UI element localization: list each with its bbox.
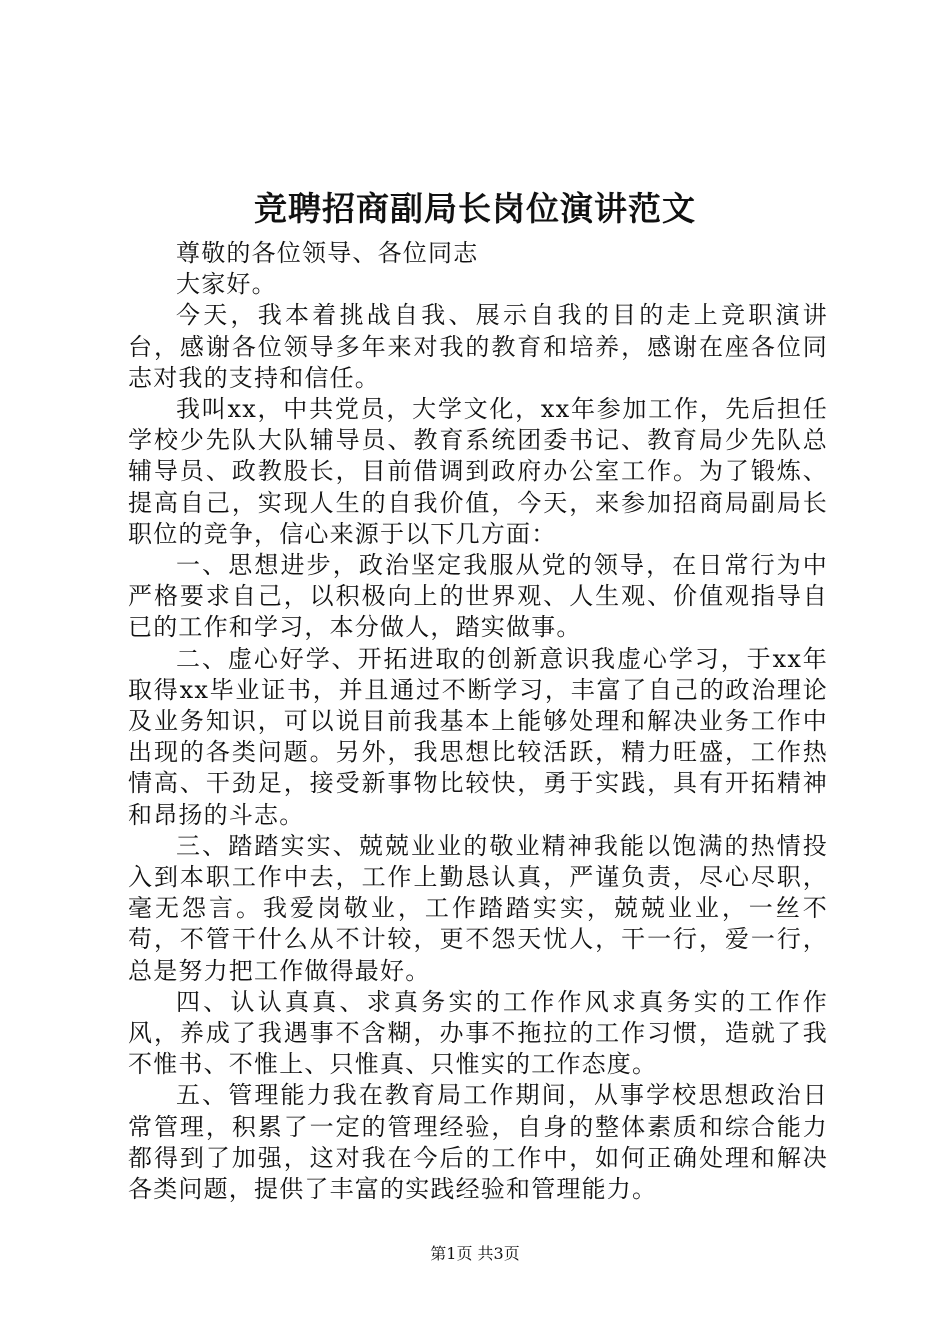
paragraph-point-4: 四、认认真真、求真务实的工作作风求真务实的工作作风，养成了我遇事不含糊，办事不拖拉的工作习惯，造就了我不惟书、不惟上、只惟真、只惟实的工作态度。 <box>128 987 828 1079</box>
paragraph-point-5: 五、管理能力我在教育局工作期间，从事学校思想政治日常管理，积累了一定的管理经验，自身的整体素质和综合能力都得到了加强，这对我在今后的工作中，如何正确处理和解决各类问题，提供了丰富的实践经验和管理能力。 <box>128 1081 828 1204</box>
page-number-footer: 第1页 共3页 <box>430 1244 520 1263</box>
paragraph-intro: 今天，我本着挑战自我、展示自我的目的走上竞职演讲台，感谢各位领导多年来对我的教育和培养，感谢在座各位同志对我的支持和信任。 <box>128 301 828 392</box>
paragraph-point-1: 一、思想进步，政治坚定我服从党的领导，在日常行为中严格要求自己，以积极向上的世界观、人生观、价值观指导自已的工作和学习，本分做人，踏实做事。 <box>128 551 828 642</box>
paragraph-self-introduction: 我叫xx，中共党员，大学文化，xx年参加工作，先后担任学校少先队大队辅导员、教育系统团委书记、教育局少先队总辅导员、政教股长，目前借调到政府办公室工作。为了锻炼、提高自己，实现人生的自我价值，今天，来参加招商局副局长职位的竞争，信心来源于以下几方面： <box>128 395 828 548</box>
greeting: 大家好。 <box>176 270 277 299</box>
salutation: 尊敬的各位领导、各位同志 <box>176 239 479 267</box>
document-title: 竞聘招商副局长岗位演讲范文 <box>254 189 696 228</box>
document-body <box>128 238 828 1205</box>
paragraph-point-3: 三、踏踏实实、兢兢业业的敬业精神我能以饱满的热情投入到本职工作中去，工作上勤恳认真，严谨负责，尽心尽职，毫无怨言。我爱岗敬业，工作踏踏实实，兢兢业业，一丝不苟，不管干什么从不计较，更不怨天忧人，干一行，爱一行，总是努力把工作做得最好。 <box>128 831 828 985</box>
paragraph-point-2: 二、虚心好学、开拓进取的创新意识我虚心学习，于xx年取得xx毕业证书，并且通过不断学习，丰富了自己的政治理论及业务知识，可以说目前我基本上能够处理和解决业务工作中出现的各类问题。另外，我思想比较活跃，精力旺盛，工作热情高、干劲足，接受新事物比较快，勇于实践，具有开拓精神和昂扬的斗志。 <box>128 644 828 829</box>
